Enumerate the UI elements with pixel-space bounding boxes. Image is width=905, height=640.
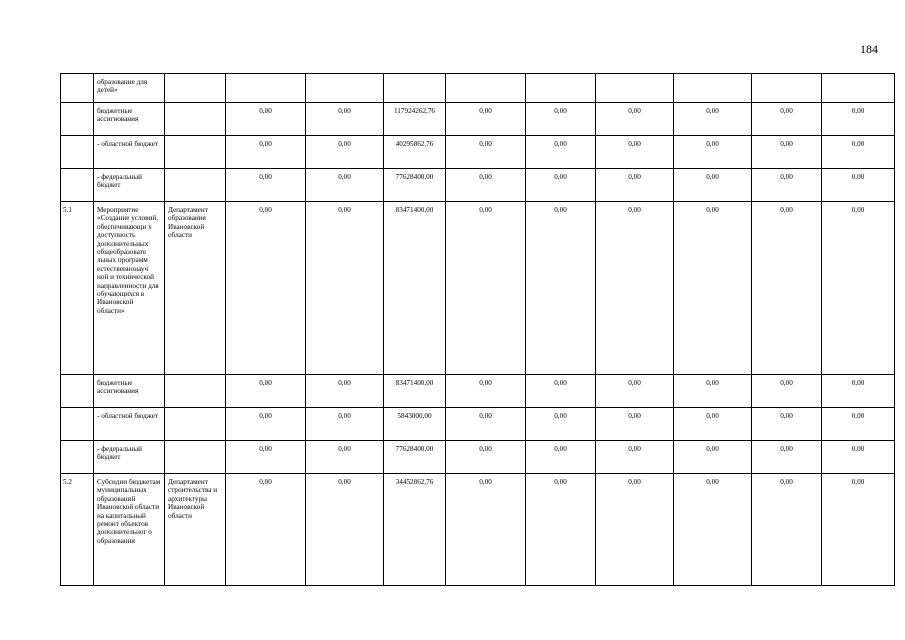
value-cell: 0,00 <box>446 408 526 441</box>
value-cell: 83471400,00 <box>384 202 446 375</box>
row-code-cell: 5.2 <box>61 474 94 586</box>
value-cell: 0,00 <box>226 474 306 586</box>
value-cell: 0,00 <box>526 474 596 586</box>
value-cell: 0,00 <box>306 169 384 202</box>
row-executor-cell: Департамент строительства и архитектуры Ивановской области <box>165 474 226 586</box>
value-cell: 5843000,00 <box>384 408 446 441</box>
value-cell <box>674 74 752 103</box>
value-cell: 0,00 <box>306 441 384 474</box>
row-executor-cell <box>165 408 226 441</box>
value-cell: 0,00 <box>306 375 384 408</box>
value-cell: 0,00 <box>226 136 306 169</box>
row-code-cell <box>61 169 94 202</box>
value-cell: 0,00 <box>596 408 674 441</box>
value-cell: 0,00 <box>306 408 384 441</box>
row-executor-cell <box>165 103 226 136</box>
value-cell: 0,00 <box>822 103 895 136</box>
value-cell <box>526 74 596 103</box>
value-cell: 0,00 <box>526 441 596 474</box>
value-cell: 77628400,00 <box>384 441 446 474</box>
row-executor-cell: Департамент образования Ивановской области <box>165 202 226 375</box>
value-cell: 0,00 <box>822 136 895 169</box>
row-code-cell <box>61 441 94 474</box>
value-cell: 0,00 <box>596 375 674 408</box>
value-cell: 0,00 <box>752 136 822 169</box>
value-cell: 0,00 <box>226 103 306 136</box>
value-cell: 0,00 <box>446 474 526 586</box>
value-cell: 0,00 <box>752 202 822 375</box>
value-cell: 0,00 <box>822 202 895 375</box>
value-cell: 0,00 <box>596 441 674 474</box>
row-executor-cell <box>165 441 226 474</box>
table-row <box>61 74 895 103</box>
value-cell: 0,00 <box>822 441 895 474</box>
value-cell: 77628400,00 <box>384 169 446 202</box>
value-cell: 0,00 <box>674 136 752 169</box>
row-name-cell: - областной бюджет <box>94 136 165 169</box>
value-cell: 0,00 <box>674 441 752 474</box>
value-cell: 83471400,00 <box>384 375 446 408</box>
value-cell <box>752 74 822 103</box>
value-cell: 0,00 <box>446 169 526 202</box>
row-executor-cell <box>165 74 226 103</box>
table-row <box>61 441 895 474</box>
value-cell: 40295862,76 <box>384 136 446 169</box>
value-cell: 0,00 <box>306 136 384 169</box>
value-cell: 0,00 <box>526 202 596 375</box>
table-row <box>61 202 895 375</box>
table-row <box>61 375 895 408</box>
value-cell: 0,00 <box>226 375 306 408</box>
row-name-cell: - областной бюджет <box>94 408 165 441</box>
value-cell: 0,00 <box>596 136 674 169</box>
value-cell: 0,00 <box>226 202 306 375</box>
row-code-cell: 5.1 <box>61 202 94 375</box>
value-cell: 0,00 <box>446 202 526 375</box>
value-cell: 0,00 <box>446 441 526 474</box>
row-executor-cell <box>165 375 226 408</box>
value-cell: 0,00 <box>674 103 752 136</box>
value-cell: 0,00 <box>674 169 752 202</box>
value-cell: 0,00 <box>822 474 895 586</box>
value-cell: 0,00 <box>752 103 822 136</box>
table-row <box>61 103 895 136</box>
row-name-cell: образование для детей» <box>94 74 165 103</box>
value-cell: 0,00 <box>752 408 822 441</box>
value-cell: 117924262,76 <box>384 103 446 136</box>
value-cell: 0,00 <box>752 441 822 474</box>
value-cell <box>306 74 384 103</box>
table-row <box>61 136 895 169</box>
value-cell: 0,00 <box>226 408 306 441</box>
value-cell: 0,00 <box>674 474 752 586</box>
row-name-cell: Мероприятие «Создание условий, обеспечивающи х доступность дополнительных общеобразовате льных программ естественнонауч ной и технической направленности для обучающихся в Ивановской области» <box>94 202 165 375</box>
row-executor-cell <box>165 136 226 169</box>
row-code-cell <box>61 375 94 408</box>
value-cell: 0,00 <box>752 169 822 202</box>
value-cell: 34452862,76 <box>384 474 446 586</box>
value-cell: 0,00 <box>306 202 384 375</box>
value-cell: 0,00 <box>526 136 596 169</box>
row-code-cell <box>61 136 94 169</box>
value-cell: 0,00 <box>752 375 822 408</box>
row-name-cell: бюджетные ассигнования <box>94 103 165 136</box>
value-cell: 0,00 <box>596 103 674 136</box>
value-cell <box>226 74 306 103</box>
value-cell: 0,00 <box>306 474 384 586</box>
value-cell: 0,00 <box>526 408 596 441</box>
value-cell <box>384 74 446 103</box>
value-cell: 0,00 <box>596 474 674 586</box>
page-number: 184 <box>860 42 878 56</box>
row-code-cell <box>61 103 94 136</box>
row-name-cell: - федеральный бюджет <box>94 441 165 474</box>
row-name-cell: - федеральный бюджет <box>94 169 165 202</box>
value-cell: 0,00 <box>596 202 674 375</box>
row-name-cell: Субсидии бюджетам муниципальных образований Ивановской области на капитальный ремонт объектов дополнительног о образования <box>94 474 165 586</box>
value-cell: 0,00 <box>674 408 752 441</box>
value-cell: 0,00 <box>446 136 526 169</box>
value-cell: 0,00 <box>752 474 822 586</box>
budget-table <box>60 73 895 586</box>
value-cell <box>596 74 674 103</box>
row-code-cell <box>61 74 94 103</box>
value-cell: 0,00 <box>446 103 526 136</box>
value-cell: 0,00 <box>526 375 596 408</box>
value-cell: 0,00 <box>306 103 384 136</box>
value-cell: 0,00 <box>674 375 752 408</box>
table-row <box>61 169 895 202</box>
value-cell: 0,00 <box>674 202 752 375</box>
value-cell: 0,00 <box>822 375 895 408</box>
row-name-cell: бюджетные ассигнования <box>94 375 165 408</box>
table-row <box>61 474 895 586</box>
row-executor-cell <box>165 169 226 202</box>
value-cell: 0,00 <box>822 169 895 202</box>
row-code-cell <box>61 408 94 441</box>
value-cell: 0,00 <box>526 103 596 136</box>
table-row <box>61 408 895 441</box>
value-cell: 0,00 <box>446 375 526 408</box>
value-cell: 0,00 <box>226 441 306 474</box>
value-cell: 0,00 <box>596 169 674 202</box>
value-cell: 0,00 <box>822 408 895 441</box>
value-cell <box>822 74 895 103</box>
value-cell: 0,00 <box>526 169 596 202</box>
value-cell <box>446 74 526 103</box>
value-cell: 0,00 <box>226 169 306 202</box>
